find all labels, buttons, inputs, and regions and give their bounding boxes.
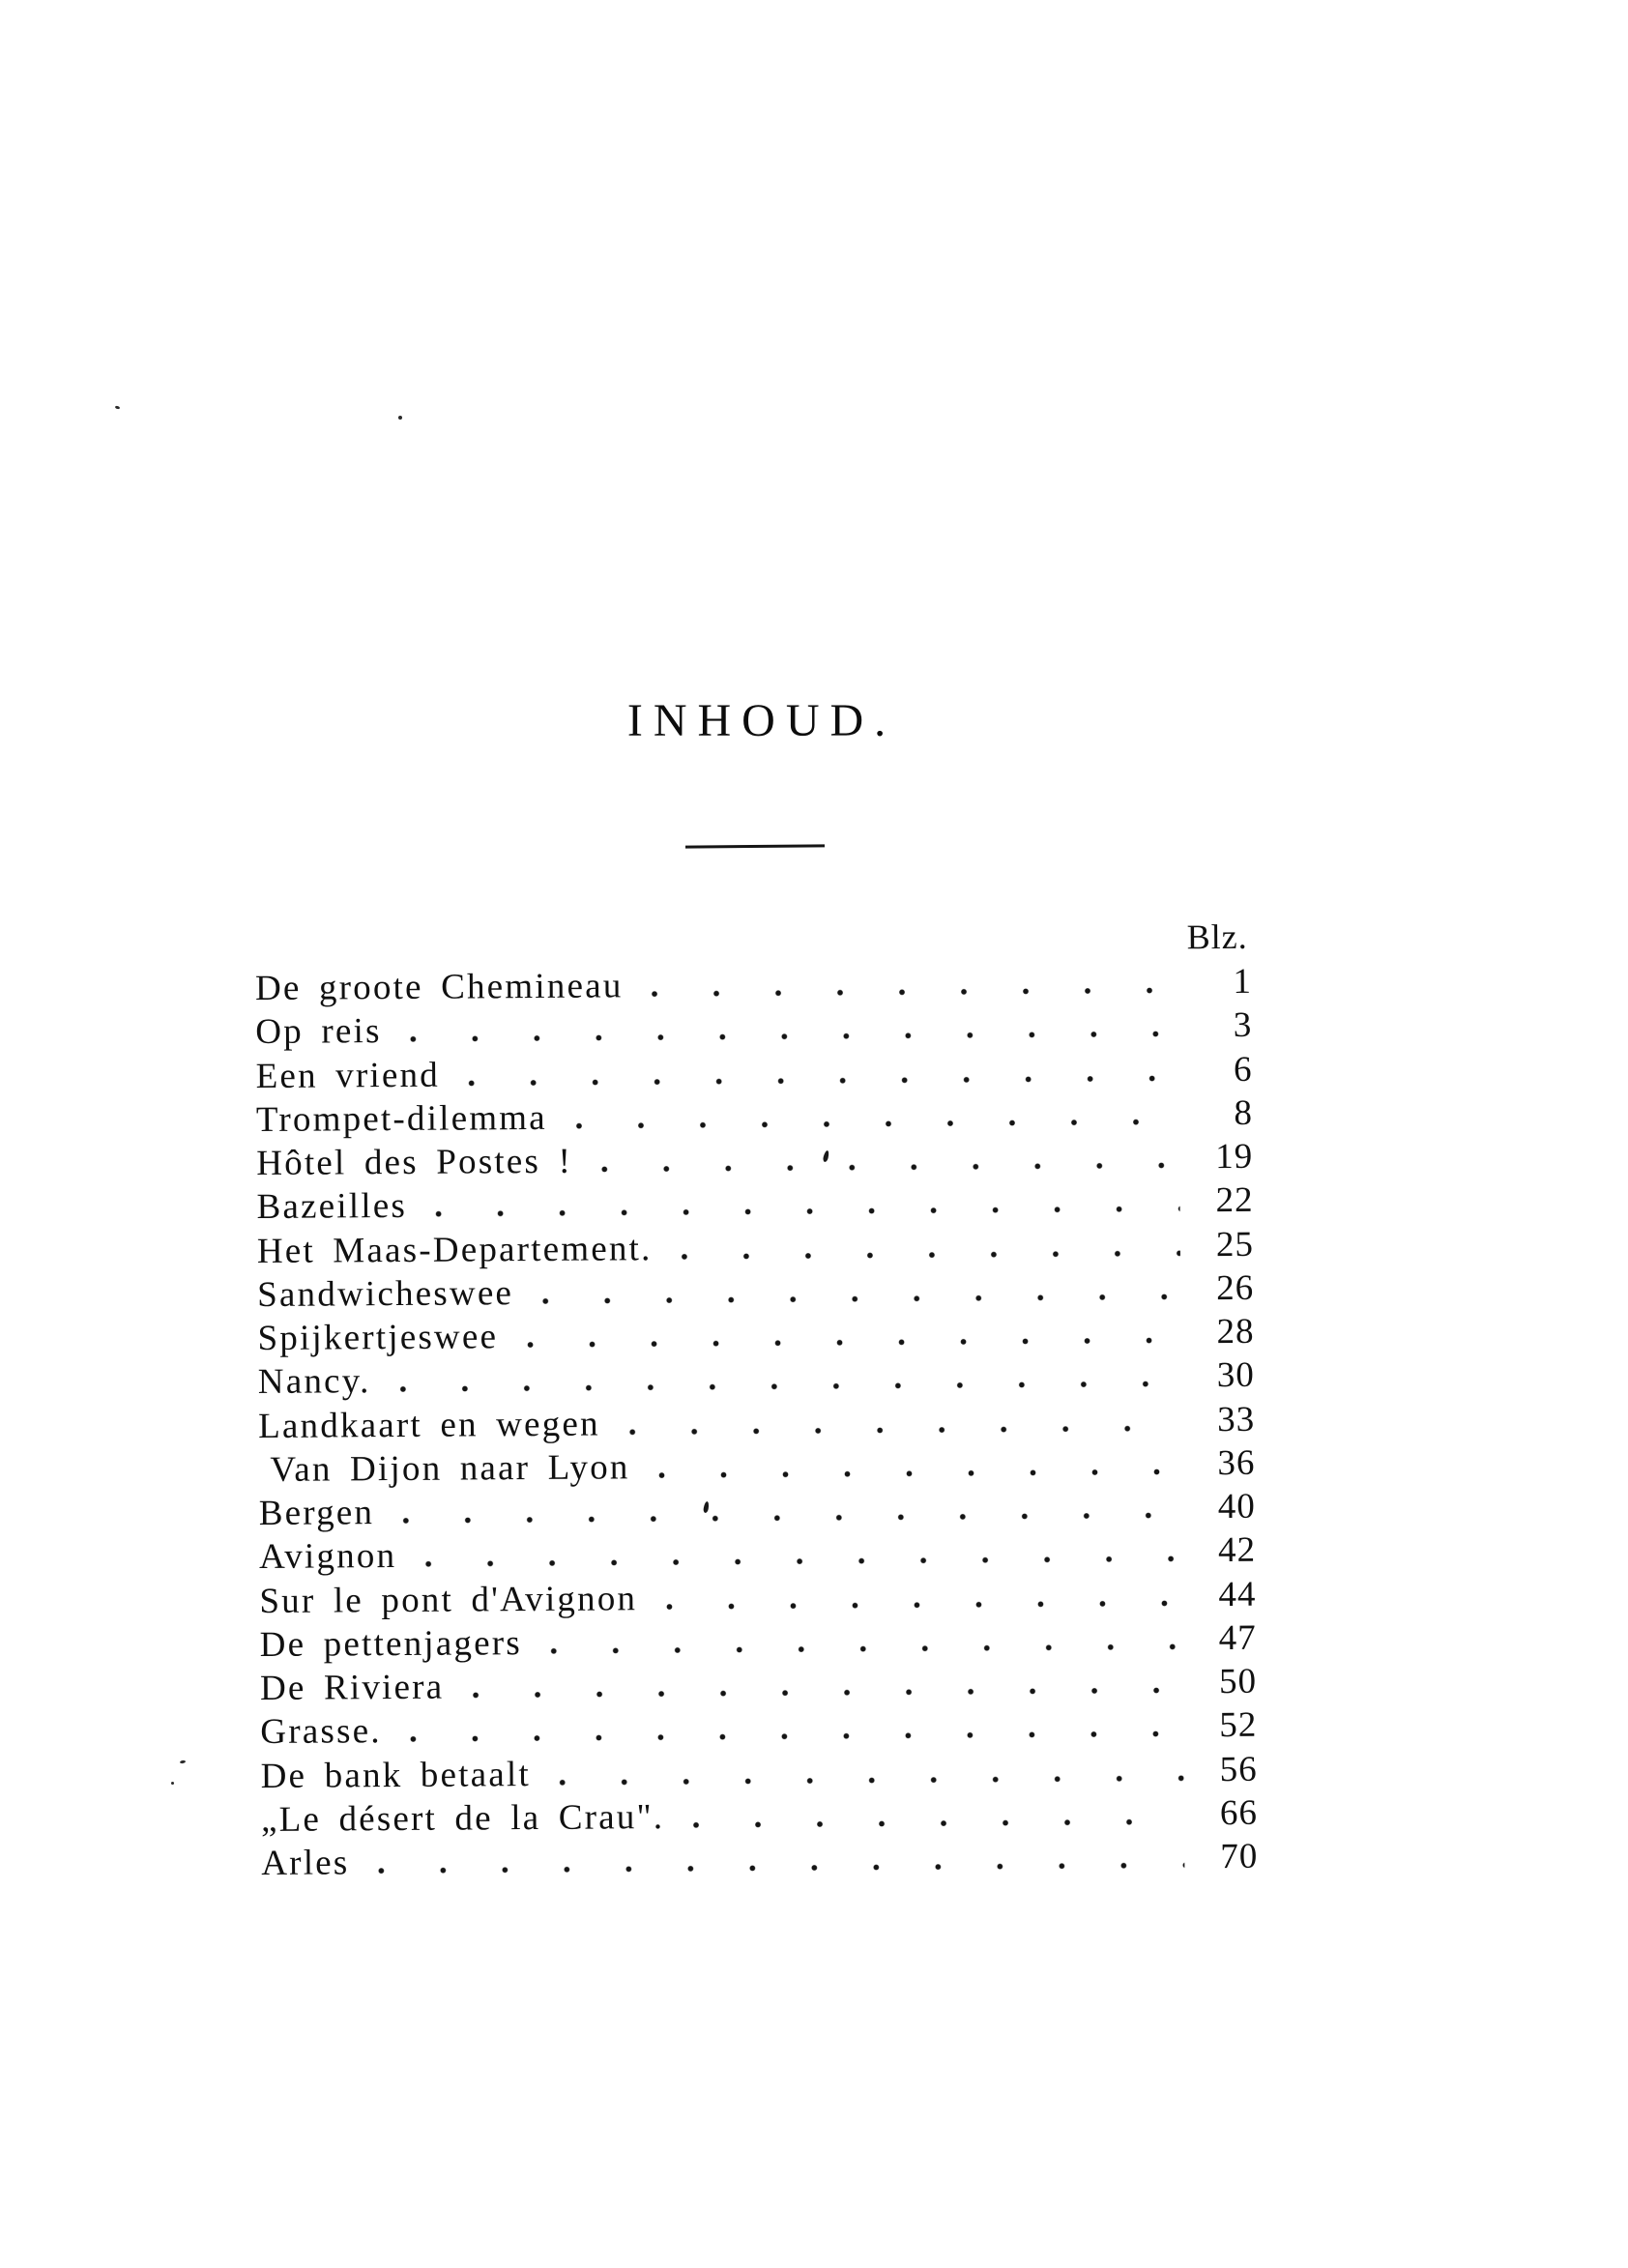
toc-entry-page: 66	[1219, 1792, 1259, 1833]
toc-entry-page: 30	[1216, 1355, 1255, 1396]
toc-entry-title: Het Maas-Departement.	[256, 1228, 653, 1271]
table-of-contents	[254, 916, 1259, 1885]
dot-leader	[654, 1468, 1182, 1478]
toc-entry-page: 47	[1218, 1617, 1257, 1658]
toc-entry-page: 26	[1216, 1267, 1255, 1308]
toc-entry-page: 6	[1233, 1049, 1253, 1090]
toc-row	[260, 1616, 1257, 1667]
scan-speck	[171, 1782, 174, 1785]
dot-leader	[393, 1381, 1180, 1393]
dot-leader	[660, 1600, 1182, 1610]
dot-leader	[405, 1731, 1184, 1743]
toc-entry-page: 42	[1217, 1530, 1257, 1571]
dot-leader	[397, 1512, 1182, 1524]
toc-entry-title: De bank betaalt	[260, 1754, 531, 1796]
toc-entry-title: Sandwicheswee	[257, 1272, 514, 1315]
toc-entry-page: 70	[1220, 1836, 1259, 1877]
dot-leader	[463, 1075, 1179, 1086]
toc-row	[257, 1222, 1254, 1272]
column-header-blz: Blz.	[1186, 916, 1248, 957]
dot-leader	[420, 1556, 1182, 1568]
page-title: INHOUD.	[626, 695, 897, 746]
toc-entry-page: 50	[1218, 1661, 1258, 1702]
toc-entry-page: 8	[1234, 1092, 1254, 1133]
dot-leader	[430, 1207, 1180, 1217]
toc-row	[261, 1791, 1258, 1842]
toc-row	[257, 1310, 1254, 1360]
toc-entry-title: De Riviera	[259, 1667, 445, 1708]
toc-row	[260, 1660, 1257, 1710]
toc-row	[260, 1703, 1257, 1754]
dot-leader	[687, 1818, 1184, 1828]
toc-entry-page: 44	[1218, 1574, 1257, 1614]
toc-entry-page: 3	[1233, 1005, 1253, 1046]
dot-leader	[537, 1294, 1180, 1304]
toc-row	[258, 1353, 1255, 1404]
toc-entry-title: De pettenjagers	[259, 1622, 523, 1665]
toc-entry-page: 36	[1217, 1442, 1256, 1483]
toc-entry-title: Avignon	[258, 1536, 397, 1578]
toc-entry-title: Grasse.	[260, 1711, 382, 1753]
toc-row	[261, 1835, 1258, 1885]
scan-speck	[115, 405, 121, 409]
toc-entry-title: Bazeilles	[256, 1186, 408, 1228]
dot-leader	[570, 1119, 1179, 1128]
toc-entry-page: 33	[1216, 1399, 1256, 1439]
title-divider-rule	[685, 844, 825, 848]
toc-row	[261, 1747, 1258, 1797]
toc-entry-title: Arles	[261, 1843, 350, 1883]
toc-entry-page: 19	[1215, 1136, 1254, 1178]
dot-leader	[467, 1687, 1183, 1698]
toc-row	[256, 1178, 1253, 1229]
toc-row	[256, 1135, 1253, 1185]
toc-rows	[255, 960, 1259, 1885]
toc-entry-title: Van Dijon naar Lyon	[270, 1447, 630, 1490]
dot-leader	[405, 1032, 1179, 1043]
scan-speck	[398, 416, 402, 420]
toc-entry-page: 25	[1215, 1224, 1255, 1265]
toc-entry-title: De groote Chemineau	[254, 966, 624, 1009]
toc-entry-title: Een vriend	[255, 1055, 441, 1096]
dot-leader	[545, 1643, 1183, 1654]
toc-entry-title: Spijkertjeswee	[257, 1317, 499, 1359]
toc-entry-title: Landkaart en wegen	[258, 1404, 600, 1446]
toc-row	[258, 1441, 1255, 1492]
toc-entry-page: 52	[1219, 1705, 1258, 1746]
toc-entry-title: Bergen	[258, 1493, 375, 1533]
dot-leader	[676, 1250, 1180, 1260]
toc-row	[255, 1047, 1252, 1097]
scan-speck	[180, 1760, 186, 1764]
toc-entry-page: 40	[1217, 1486, 1256, 1527]
toc-row	[259, 1572, 1256, 1622]
toc-row	[258, 1397, 1255, 1447]
toc-entry-title: Sur le pont d'Avignon	[259, 1578, 638, 1621]
dot-leader	[624, 1425, 1181, 1435]
dot-leader	[596, 1162, 1179, 1172]
toc-entry-title: Op reis	[255, 1011, 382, 1053]
toc-entry-page: 22	[1215, 1180, 1254, 1221]
toc-row	[255, 960, 1252, 1010]
toc-entry-title: Trompet-dilemma	[255, 1097, 547, 1140]
toc-entry-title: Hôtel des Postes !	[256, 1141, 573, 1184]
toc-row	[259, 1528, 1256, 1579]
toc-row	[257, 1266, 1254, 1317]
dot-leader	[646, 987, 1178, 997]
dot-leader	[521, 1337, 1180, 1348]
toc-entry-page: 56	[1219, 1749, 1258, 1789]
toc-entry-title: „Le désert de la Crau".	[260, 1796, 665, 1840]
dot-leader	[554, 1775, 1184, 1786]
toc-entry-title: Nancy.	[257, 1361, 371, 1403]
toc-entry-page: 28	[1216, 1311, 1255, 1352]
toc-row	[259, 1485, 1256, 1535]
toc-row	[255, 1003, 1252, 1054]
dot-leader	[372, 1862, 1184, 1874]
toc-row	[256, 1091, 1253, 1142]
toc-entry-page: 1	[1233, 961, 1253, 1002]
